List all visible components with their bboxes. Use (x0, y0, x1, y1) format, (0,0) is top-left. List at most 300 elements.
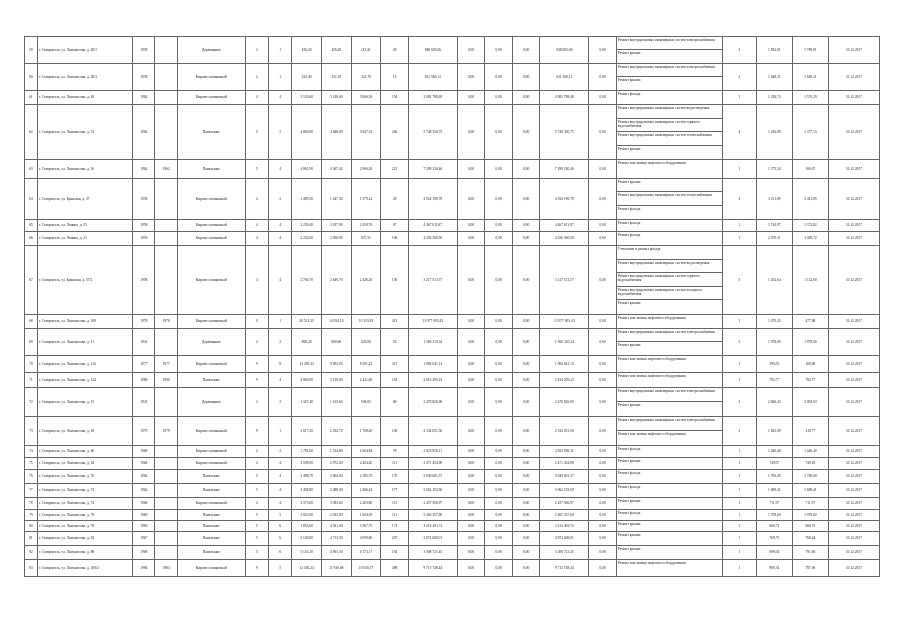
cost-regional-cell: 0,00 (485, 445, 513, 457)
living-area-cell: 4 713,30 (321, 531, 351, 545)
unit-cost-cell: 1 446,40 (756, 445, 792, 457)
floors-cell: 5 (245, 531, 268, 545)
max-unit-cost-cell: 791,66 (792, 545, 828, 559)
entrances-cell: 4 (268, 91, 291, 105)
max-unit-cost-cell: 787,06 (792, 559, 828, 576)
total-cost-cell: 2 814 295,23 (408, 372, 457, 387)
cost-regional-cell: 0,00 (485, 328, 513, 355)
build-year-cell: 1960 (133, 520, 155, 531)
table-row (25, 179, 880, 220)
works-count-cell: 1 (722, 372, 756, 387)
commission-year-cell (155, 497, 177, 509)
cost-other-cell: 0,00 (589, 372, 617, 387)
unit-cost-cell: 768,75 (756, 531, 792, 545)
total-area-cell: 3 143,60 (292, 91, 322, 105)
row-number: 67 (25, 245, 38, 314)
cost-fund-cell: 0,00 (457, 231, 485, 245)
table-row (25, 387, 880, 416)
floors-cell: 9 (245, 416, 268, 445)
wall-material-cell: Кирпич силикатный (177, 497, 245, 509)
private-area-cell: 2 406,24 (351, 483, 381, 497)
unit-cost-cell: 1 689,41 (756, 483, 792, 497)
build-year-cell: 1980 (133, 372, 155, 387)
build-year-cell: 1958 (133, 37, 155, 64)
unit-cost-cell: 1 375,34 (756, 160, 792, 179)
residents-cell: 177 (381, 483, 409, 497)
total-cost-cell: 3 217 513,57 (408, 245, 457, 314)
cost-regional-cell: 0,00 (485, 105, 513, 160)
deadline-cell: 31.12.2017 (828, 105, 879, 160)
deadline-cell: 31.12.2017 (828, 179, 879, 220)
address-cell: г. Ставрополь, ул. Ломоносова, д. 72 (37, 483, 132, 497)
commission-year-cell (155, 445, 177, 457)
cost-owners-cell: 631 560,12 (540, 64, 589, 91)
cost-regional-cell: 0,00 (485, 64, 513, 91)
max-unit-cost-cell: 169,07 (792, 160, 828, 179)
wall-material-cell: Деревянные (177, 328, 245, 355)
commission-year-cell (155, 231, 177, 245)
cost-owners-cell: 3 214 403,72 (540, 520, 589, 531)
works-cell (616, 355, 722, 372)
cost-other-cell: 0,00 (589, 105, 617, 160)
residents-cell: 221 (381, 160, 409, 179)
work-item: Ремонт или замена лифтового оборудования (617, 356, 686, 361)
commission-year-cell: 1984 (155, 559, 177, 576)
row-number: 79 (25, 509, 38, 520)
residents-cell: 154 (381, 91, 409, 105)
living-area-cell: 1 447,30 (321, 179, 351, 220)
max-unit-cost-cell: 2 093,63 (792, 387, 828, 416)
living-area-cell: 3 139,00 (321, 372, 351, 387)
works-cell (616, 445, 722, 457)
private-area-cell: 594,65 (351, 387, 381, 416)
row-number: 83 (25, 559, 38, 576)
total-cost-cell: 7 299 230,46 (408, 160, 457, 179)
cost-regional-cell: 0,00 (485, 91, 513, 105)
housing-register-table (24, 36, 880, 577)
build-year-cell: 1941 (133, 328, 155, 355)
works-cell (616, 531, 722, 545)
max-unit-cost-cell: 169,86 (792, 355, 828, 372)
cost-fund-cell: 0,00 (457, 328, 485, 355)
row-number: 66 (25, 231, 38, 245)
living-area-cell: 2 649,70 (321, 245, 351, 314)
works-count-cell: 1 (722, 545, 756, 559)
wall-material-cell: Панельные (177, 105, 245, 160)
cost-regional-cell: 0,00 (485, 355, 513, 372)
entrances-cell: 2 (268, 328, 291, 355)
living-area-cell: 2 488,30 (321, 483, 351, 497)
cost-fund-cell: 0,00 (457, 160, 485, 179)
table-row (25, 219, 880, 231)
works-cell (616, 179, 722, 220)
residents-cell: 192 (381, 545, 409, 559)
table-row (25, 445, 880, 457)
address-cell: г. Ставрополь, ул. Ломоносова, д. 108 (37, 314, 132, 328)
works-count-cell: 2 (722, 64, 756, 91)
living-area-cell: 680,60 (321, 328, 351, 355)
cost-local-cell: 0,00 (512, 160, 540, 179)
cost-local-cell: 0,00 (512, 231, 540, 245)
build-year-cell: 1958 (133, 219, 155, 231)
total-area-cell: 3 259,40 (292, 219, 322, 231)
cost-fund-cell: 0,00 (457, 520, 485, 531)
wall-material-cell: Кирпич силикатный (177, 245, 245, 314)
works-count-cell: 4 (722, 105, 756, 160)
cost-fund-cell: 0,00 (457, 469, 485, 483)
commission-year-cell (155, 328, 177, 355)
wall-material-cell: Панельные (177, 545, 245, 559)
living-area-cell: 4 691,30 (321, 545, 351, 559)
floors-cell: 2 (245, 445, 268, 457)
wall-material-cell: Деревянные (177, 37, 245, 64)
residents-cell: 52 (381, 328, 409, 355)
address-cell: г. Ставрополь, ул. Ленина, д. 53 (37, 219, 132, 231)
work-item: Ремонт крыши (617, 498, 641, 503)
living-area-cell: 3 367,42 (321, 160, 351, 179)
cost-local-cell: 0,00 (512, 483, 540, 497)
table-row (25, 64, 880, 91)
cost-local-cell: 0,00 (512, 91, 540, 105)
build-year-cell: 1964 (133, 457, 155, 469)
build-year-cell: 1978 (133, 314, 155, 328)
works-cell (616, 219, 722, 231)
floors-cell: 9 (245, 355, 268, 372)
works-cell (616, 160, 722, 179)
works-count-cell: 1 (722, 314, 756, 328)
wall-material-cell: Панельные (177, 531, 245, 545)
entrances-cell: 4 (268, 219, 291, 231)
cost-owners-cell: 9 713 748,44 (540, 559, 589, 576)
work-item: Ремонт крыши (617, 51, 641, 55)
wall-material-cell: Деревянные (177, 387, 245, 416)
cost-other-cell: 0,00 (589, 231, 617, 245)
cost-other-cell: 0,00 (589, 160, 617, 179)
unit-cost-cell: 199,55 (756, 355, 792, 372)
private-area-cell: 2 966,26 (351, 160, 381, 179)
commission-year-cell: 1962 (155, 160, 177, 179)
entrances-cell: 5 (268, 105, 291, 160)
works-count-cell: 1 (722, 219, 756, 231)
cost-local-cell: 0,00 (512, 37, 540, 64)
cost-other-cell: 0,00 (589, 387, 617, 416)
work-item: Ремонт внутридомовых инженерных систем электроснабжения (617, 37, 722, 50)
total-cost-cell: 4 924 190,78 (408, 179, 457, 220)
residents-cell: 67 (381, 219, 409, 231)
cost-regional-cell: 0,00 (485, 231, 513, 245)
cost-local-cell: 0,00 (512, 531, 540, 545)
row-number: 76 (25, 469, 38, 483)
total-area-cell: 4 869,00 (292, 105, 322, 160)
unit-cost-cell: 1 700,49 (756, 469, 792, 483)
total-area-cell: 1 781,60 (292, 445, 322, 457)
total-area-cell: 13 495,33 (292, 355, 322, 372)
cost-local-cell: 0,00 (512, 520, 540, 531)
unit-cost-cell: 1 744,97 (756, 219, 792, 231)
cost-fund-cell: 0,00 (457, 497, 485, 509)
table-row (25, 91, 880, 105)
total-area-cell: 5 149,00 (292, 531, 322, 545)
wall-material-cell: Кирпич силикатный (177, 219, 245, 231)
work-item: Ремонт крыши (617, 301, 641, 306)
cost-owners-cell: 1 984 041,13 (540, 355, 589, 372)
works-count-cell: 1 (722, 509, 756, 520)
cost-other-cell: 0,00 (589, 314, 617, 328)
residents-cell: 317 (381, 355, 409, 372)
residents-cell: 28 (381, 37, 409, 64)
entrances-cell: 8 (268, 355, 291, 372)
floors-cell: 4 (245, 245, 268, 314)
table-row (25, 416, 880, 445)
cost-other-cell: 0,00 (589, 545, 617, 559)
cost-regional-cell: 0,00 (485, 545, 513, 559)
commission-year-cell (155, 531, 177, 545)
address-cell: г. Ставрополь, ул. Ломоносова, д. 82 (37, 531, 132, 545)
table-row (25, 520, 880, 531)
cost-regional-cell: 0,00 (485, 37, 513, 64)
total-cost-cell: 2 471 454,98 (408, 457, 457, 469)
row-number: 68 (25, 314, 38, 328)
living-area-cell: 3 064,90 (321, 469, 351, 483)
cost-owners-cell: 5 465 357,60 (540, 509, 589, 520)
cost-fund-cell: 0,00 (457, 457, 485, 469)
private-area-cell: 1 768,20 (351, 416, 381, 445)
row-number: 63 (25, 160, 38, 179)
table-row (25, 457, 880, 469)
works-count-cell: 1 (722, 497, 756, 509)
entrances-cell: 4 (268, 497, 291, 509)
entrances-cell: 4 (268, 245, 291, 314)
commission-year-cell (155, 545, 177, 559)
floors-cell: 4 (245, 457, 268, 469)
register-sheet (24, 36, 880, 577)
work-item: Ремонт крыши (617, 521, 641, 526)
deadline-cell: 31.12.2017 (828, 520, 879, 531)
living-area-cell: 3 187,90 (321, 219, 351, 231)
max-unit-cost-cell: 768,44 (792, 531, 828, 545)
address-cell: г. Ставрополь, ул. Ломоносова, д. 28/3 (37, 64, 132, 91)
wall-material-cell: Кирпич силикатный (177, 416, 245, 445)
total-area-cell: 3 498,70 (292, 469, 322, 483)
row-number: 73 (25, 416, 38, 445)
deadline-cell: 31.12.2017 (828, 457, 879, 469)
build-year-cell: 1958 (133, 64, 155, 91)
entrances-cell: 4 (268, 457, 291, 469)
works-count-cell: 1 (722, 457, 756, 469)
max-unit-cost-cell: 1 648,31 (792, 64, 828, 91)
wall-material-cell: Кирпич силикатный (177, 457, 245, 469)
entrances-cell: 4 (268, 231, 291, 245)
cost-owners-cell: 2 825 856,11 (540, 445, 589, 457)
cost-regional-cell: 0,00 (485, 219, 513, 231)
cost-fund-cell: 0,00 (457, 509, 485, 520)
living-area-cell: 331,10 (321, 64, 351, 91)
residents-cell: 28 (381, 179, 409, 220)
total-cost-cell: 2 457 506,97 (408, 497, 457, 509)
private-area-cell: 2 263,80 (351, 497, 381, 509)
address-cell: г. Ставрополь, ул. Ломоносова, д. 64 (37, 457, 132, 469)
build-year-cell: 1950 (133, 231, 155, 245)
residents-cell: 111 (381, 457, 409, 469)
entrances-cell: 4 (268, 160, 291, 179)
unit-cost-cell: 1 582,01 (756, 37, 792, 64)
build-year-cell: 1962 (133, 160, 155, 179)
build-year-cell: 1962 (133, 483, 155, 497)
work-item: Ремонт внутридомовых инженерных систем электроснабжения (617, 417, 722, 431)
deadline-cell: 31.12.2017 (828, 328, 879, 355)
row-number: 74 (25, 445, 38, 457)
max-unit-cost-cell: 1 372,82 (792, 219, 828, 231)
work-item: Ремонт внутридомовых инженерных систем холодного водоснабжения (617, 287, 722, 301)
cost-regional-cell: 0,00 (485, 497, 513, 509)
cost-fund-cell: 0,00 (457, 387, 485, 416)
address-cell: г. Ставрополь, ул. Ломоносова, д. 49 (37, 91, 132, 105)
cost-owners-cell: 5 062 103,50 (540, 483, 589, 497)
row-number: 80 (25, 520, 38, 531)
deadline-cell: 31.12.2017 (828, 445, 879, 457)
entrances-cell: 1 (268, 64, 291, 91)
cost-owners-cell: 3 872 608,01 (540, 531, 589, 545)
work-item: Ремонт крыши (617, 532, 641, 537)
residents-cell: 115 (381, 497, 409, 509)
commission-year-cell (155, 387, 177, 416)
private-area-cell: 10 153,83 (351, 314, 381, 328)
max-unit-cost-cell: 1 377,13 (792, 105, 828, 160)
unit-cost-cell: 711,97 (756, 497, 792, 509)
max-unit-cost-cell: 711,97 (792, 497, 828, 509)
private-area-cell: 1 604,39 (351, 509, 381, 520)
total-area-cell: 1 853,60 (292, 520, 322, 531)
cost-other-cell: 0,00 (589, 483, 617, 497)
private-area-cell: 10 030,37 (351, 559, 381, 576)
wall-material-cell: Панельные (177, 520, 245, 531)
cost-regional-cell: 0,00 (485, 531, 513, 545)
table-row (25, 497, 880, 509)
residents-cell: 156 (381, 245, 409, 314)
entrances-cell: 2 (268, 179, 291, 220)
build-year-cell: 1941 (133, 387, 155, 416)
floors-cell: 5 (245, 520, 268, 531)
max-unit-cost-cell: 1 789,91 (792, 37, 828, 64)
total-cost-cell: 5 062 103,50 (408, 483, 457, 497)
total-cost-cell: 4 256 560,50 (408, 231, 457, 245)
living-area-cell: 11 936,68 (321, 559, 351, 576)
wall-material-cell: Кирпич силикатный (177, 64, 245, 91)
works-count-cell: 1 (722, 531, 756, 545)
wall-material-cell: Кирпич силикатный (177, 314, 245, 328)
private-area-cell: (43,41 (351, 37, 381, 64)
max-unit-cost-cell: 1 978,00 (792, 328, 828, 355)
work-item: Ремонт крыши (617, 342, 641, 347)
deadline-cell: 31.12.2017 (828, 469, 879, 483)
cost-regional-cell: 0,00 (485, 387, 513, 416)
work-item: Ремонт фасада (617, 510, 641, 515)
works-count-cell: 2 (722, 37, 756, 64)
deadline-cell: 31.12.2017 (828, 416, 879, 445)
entrances-cell: 1 (268, 314, 291, 328)
works-cell (616, 545, 722, 559)
floors-cell: 2 (245, 387, 268, 416)
work-item: Ремонт или замена лифтового оборудования (617, 560, 686, 565)
wall-material-cell: Кирпич силикатный (177, 445, 245, 457)
deadline-cell: 31.12.2017 (828, 509, 879, 520)
cost-owners-cell: 5 049 601,37 (540, 469, 589, 483)
works-cell (616, 497, 722, 509)
row-number: 62 (25, 105, 38, 160)
commission-year-cell (155, 179, 177, 220)
cost-regional-cell: 0,00 (485, 245, 513, 314)
entrances-cell: 5 (268, 509, 291, 520)
cost-local-cell: 0,00 (512, 105, 540, 160)
works-count-cell: 5 (722, 245, 756, 314)
cost-owners-cell: 2 471 454,98 (540, 457, 589, 469)
cost-local-cell: 0,00 (512, 328, 540, 355)
row-number: 77 (25, 483, 38, 497)
living-area-cell: 4 921,00 (321, 520, 351, 531)
work-item: Ремонт фасада (617, 232, 641, 237)
address-cell: г. Ставрополь, ул. Ломоносова, д. 124 (37, 372, 132, 387)
address-cell: г. Ставрополь, ул. Ломоносова, д. 114 (37, 355, 132, 372)
row-number: 75 (25, 457, 38, 469)
address-cell: г. Ставрополь, ул. Ломоносова, д. 76 (37, 509, 132, 520)
wall-material-cell: Панельные (177, 469, 245, 483)
cost-other-cell: 0,00 (589, 37, 617, 64)
entrances-cell: 4 (268, 483, 291, 497)
deadline-cell: 31.12.2017 (828, 387, 879, 416)
max-unit-cost-cell: 660,72 (792, 520, 828, 531)
entrances-cell: 1 (268, 416, 291, 445)
living-area-cell: 1 163,60 (321, 387, 351, 416)
deadline-cell: 31.12.2017 (828, 314, 879, 328)
wall-material-cell: Панельные (177, 509, 245, 520)
private-area-cell: 633,00 (351, 328, 381, 355)
cost-fund-cell: 0,00 (457, 483, 485, 497)
floors-cell: 5 (245, 483, 268, 497)
cost-owners-cell: 2 470 826,00 (540, 387, 589, 416)
commission-year-cell (155, 219, 177, 231)
work-item: Ремонт внутридомовых инженерных систем электроснабжения (617, 388, 722, 402)
unit-cost-cell: 2 060,43 (756, 387, 792, 416)
cost-owners-cell: 4 924 190,78 (540, 179, 589, 220)
works-cell (616, 416, 722, 445)
cost-regional-cell: 0,00 (485, 416, 513, 445)
floors-cell: 4 (245, 91, 268, 105)
cost-other-cell: 0,00 (589, 355, 617, 372)
works-count-cell: 1 (722, 559, 756, 576)
entrances-cell: 3 (268, 387, 291, 416)
build-year-cell: 1966 (133, 497, 155, 509)
unit-cost-cell: 2 070,31 (756, 231, 792, 245)
max-unit-cost-cell: 792,77 (792, 372, 828, 387)
living-area-cell: 2 972,00 (321, 457, 351, 469)
residents-cell: 106 (381, 231, 409, 245)
total-area-cell: 2 232,60 (292, 231, 322, 245)
cost-local-cell: 0,00 (512, 387, 540, 416)
work-item: Ремонт крыши (617, 458, 641, 463)
cost-owners-cell: 3 217 513,57 (540, 245, 589, 314)
living-area-cell: 4 648,00 (321, 105, 351, 160)
cost-other-cell: 0,00 (589, 559, 617, 576)
cost-regional-cell: 0,00 (485, 179, 513, 220)
cost-fund-cell: 0,00 (457, 219, 485, 231)
cost-other-cell: 0,00 (589, 416, 617, 445)
total-area-cell: 896,20 (292, 328, 322, 355)
works-cell (616, 91, 722, 105)
work-item: Ремонт или замена лифтового оборудования (617, 373, 686, 378)
total-area-cell: 3 598,00 (292, 457, 322, 469)
cost-local-cell: 0,00 (512, 469, 540, 483)
works-count-cell: 2 (722, 387, 756, 416)
